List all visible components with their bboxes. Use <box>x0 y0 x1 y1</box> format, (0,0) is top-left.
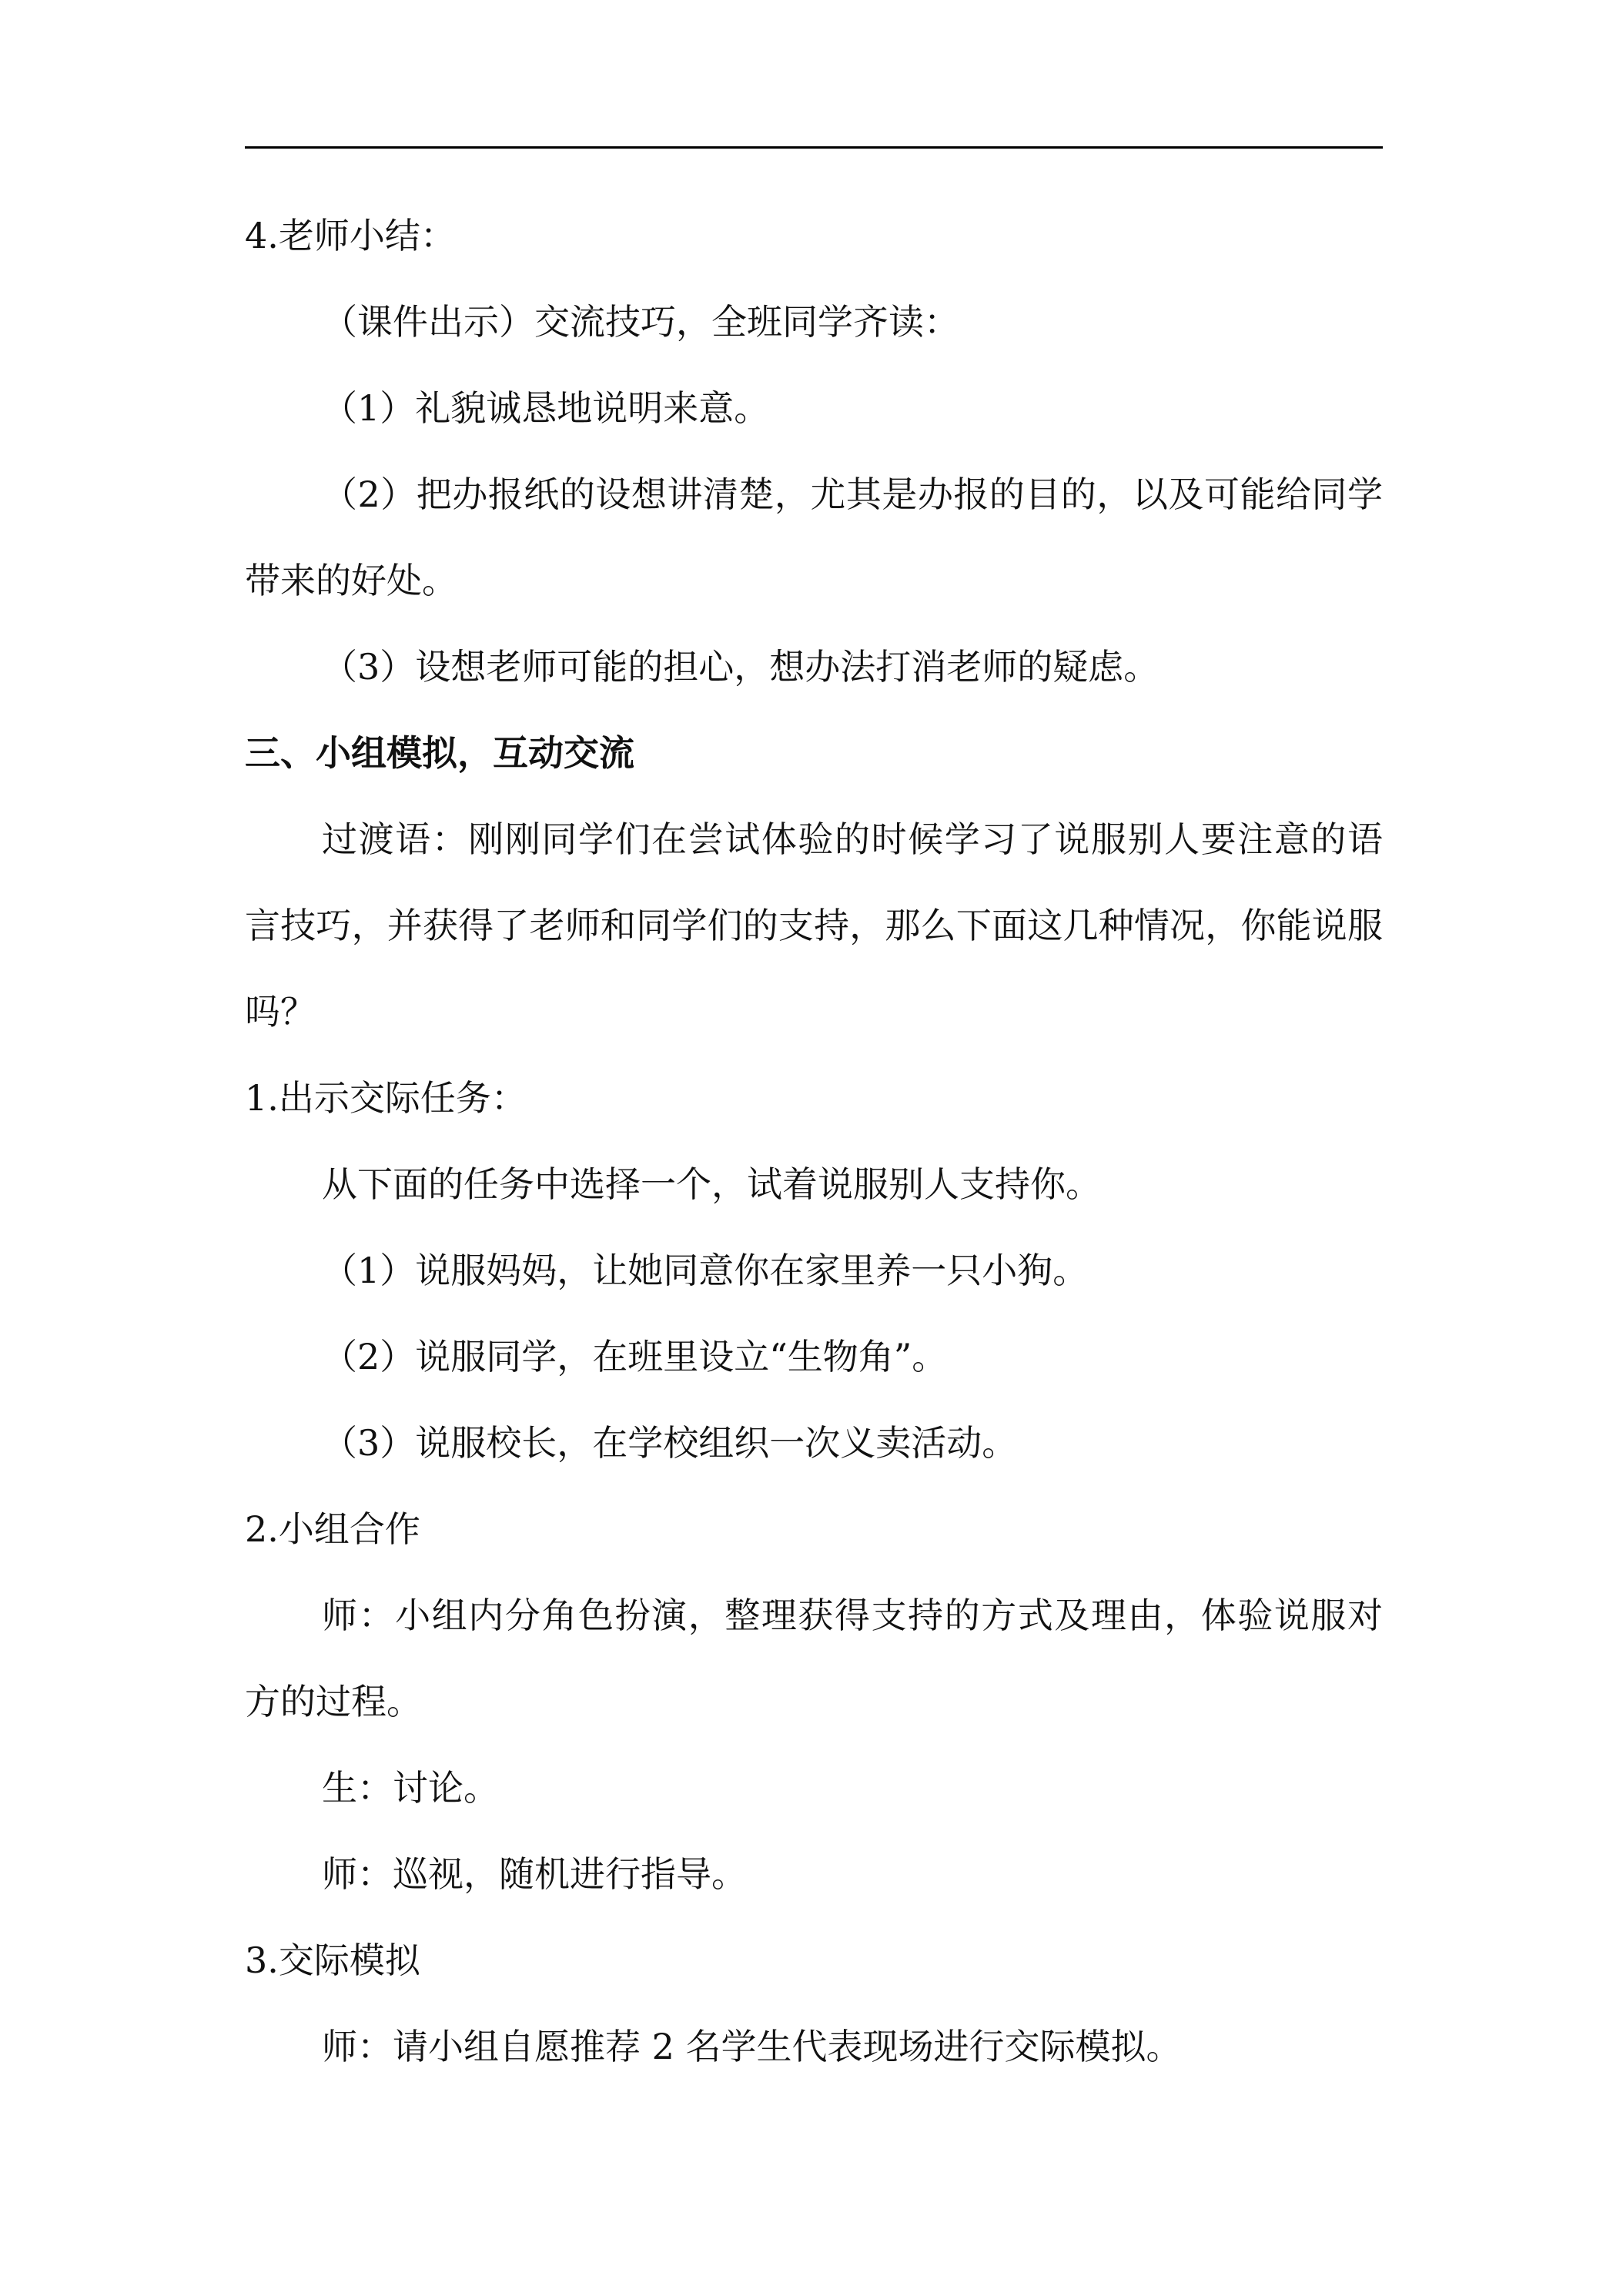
section-item-teacher-summary: 4.老师小结： <box>245 215 456 256</box>
tip-item-3: （3）设想老师可能的担心，想办法打消老师的疑虑。 <box>322 646 1160 688</box>
teacher-recommend-students: 师：请小组自愿推荐 2 名学生代表现场进行交际模拟。 <box>322 2026 1182 2067</box>
document-body <box>245 192 1383 2090</box>
section-item-communication-simulation: 3.交际模拟 <box>245 1940 420 1981</box>
section-heading-group-simulation: 三、小组模拟，互动交流 <box>245 732 634 774</box>
task-instruction: 从下面的任务中选择一个，试着说服别人支持你。 <box>322 1163 1101 1205</box>
task-item-2: （2）说服同学，在班里设立“生物角”。 <box>322 1336 948 1377</box>
tip-item-2: （2）把办报纸的设想讲清楚，尤其是办报的目的，以及可能给同学带来的好处。 <box>245 474 1383 601</box>
teacher-guidance: 师：巡视，随机进行指导。 <box>322 1853 747 1895</box>
tip-item-1: （1）礼貌诚恳地说明来意。 <box>322 387 770 429</box>
header-rule <box>245 146 1383 149</box>
task-item-3: （3）说服校长，在学校组织一次义卖活动。 <box>322 1422 1018 1464</box>
transition-paragraph: 过渡语：刚刚同学们在尝试体验的时候学习了说服别人要注意的语言技巧，并获得了老师和同学们的支持，那么下面这几种情况，你能说服吗？ <box>245 818 1383 1033</box>
section-item-show-task: 1.出示交际任务： <box>245 1077 527 1119</box>
task-item-1: （1）说服妈妈，让她同意你在家里养一只小狗。 <box>322 1250 1089 1291</box>
student-discussion: 生：讨论。 <box>322 1767 499 1809</box>
teacher-instruction-roleplay: 师：小组内分角色扮演，整理获得支持的方式及理由，体验说服对方的过程。 <box>245 1595 1383 1722</box>
courseware-instruction: （课件出示）交流技巧，全班同学齐读： <box>322 301 959 343</box>
section-item-group-cooperation: 2.小组合作 <box>245 1508 420 1550</box>
